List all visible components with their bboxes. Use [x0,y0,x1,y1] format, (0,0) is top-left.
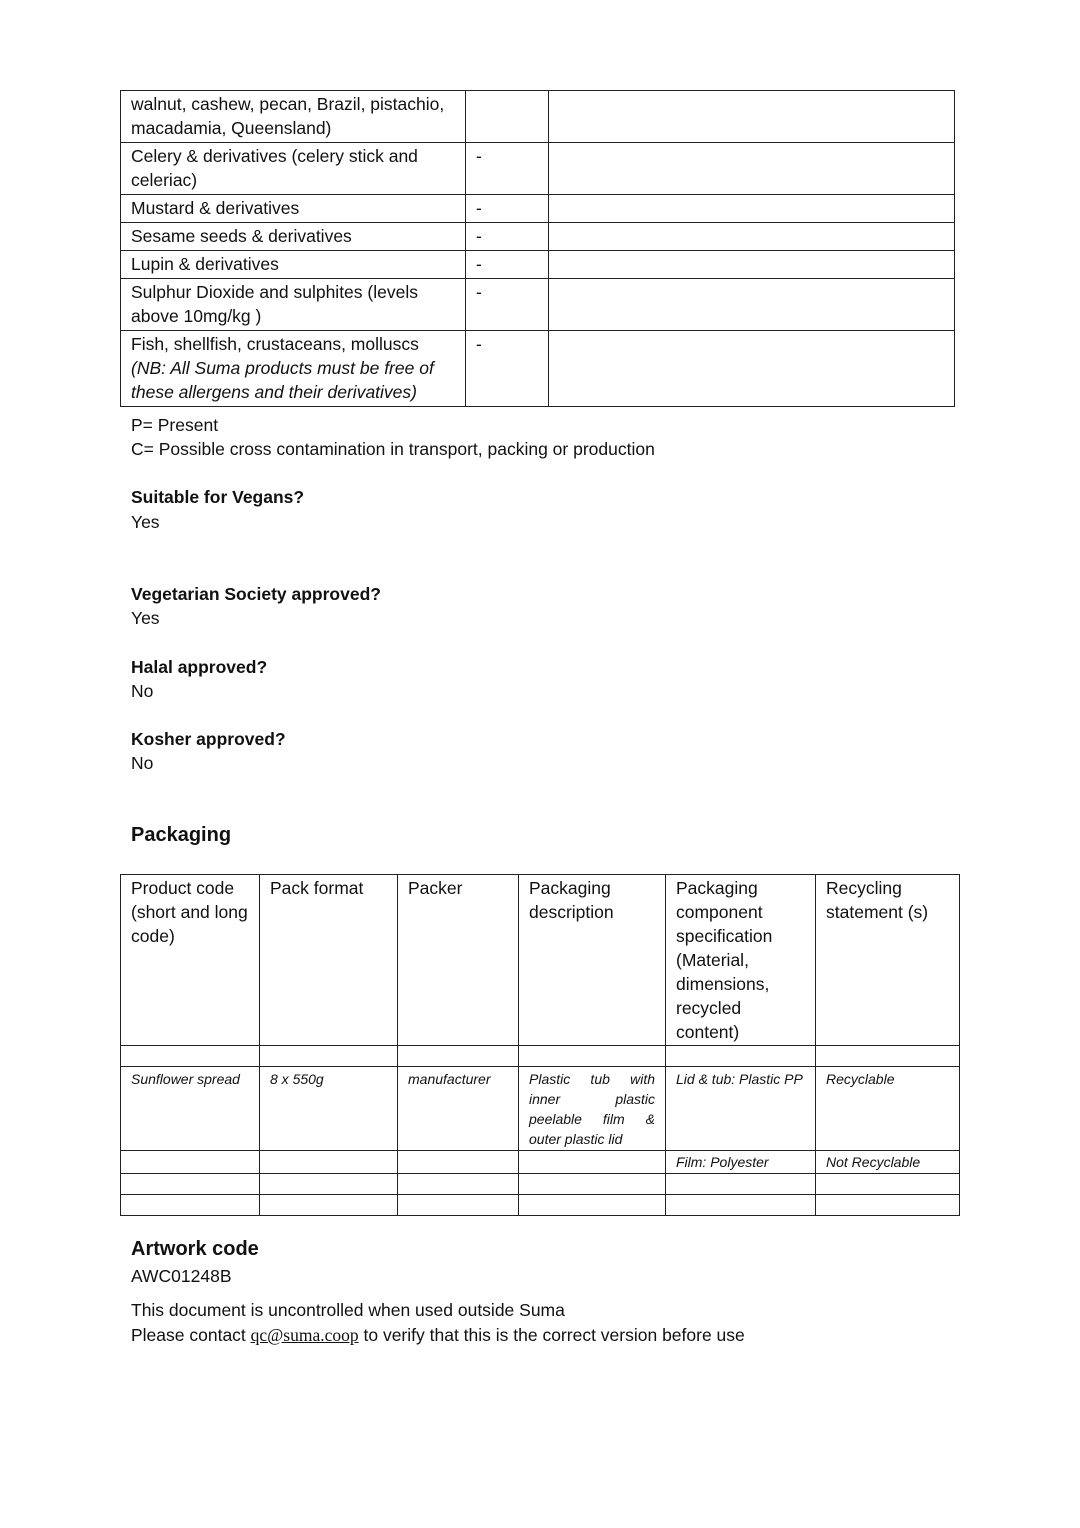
empty-cell [260,1046,398,1067]
packer-cell [398,1151,519,1174]
artwork-code: AWC01248B [131,1266,232,1286]
vegan-answer: Yes [131,512,160,532]
component-spec-cell: Lid & tub: Plastic PP [666,1067,816,1151]
empty-cell [519,1195,666,1216]
contact-suffix: to verify that this is the correct version before use [358,1325,745,1345]
empty-cell [260,1195,398,1216]
empty-cell [121,1195,260,1216]
vegan-question: Suitable for Vegans? [131,487,305,507]
empty-cell [816,1046,960,1067]
packaging-description-cell: Plastic tub with inner plastic peelable film & outer plastic lid [519,1067,666,1151]
empty-cell [666,1174,816,1195]
contact-prefix: Please contact [131,1325,251,1345]
uncontrolled-notice: This document is uncontrolled when used outside Suma [131,1300,565,1320]
table-header-row [121,875,960,1046]
header-packer: Packer [398,875,519,1046]
allergen-note [549,251,955,279]
legend-cross: C= Possible cross contamination in transport, packing or production [131,439,655,459]
packaging-heading: Packaging [131,824,232,846]
header-recycling-statement: Recycling statement (s) [816,875,960,1046]
empty-cell [260,1174,398,1195]
header-packaging-description: Packaging description [519,875,666,1046]
empty-cell [666,1046,816,1067]
allergen-status: - [466,251,549,279]
kosher-answer: No [131,753,154,773]
empty-cell [816,1174,960,1195]
allergen-name: Mustard & derivatives [121,195,466,223]
allergen-status: - [466,331,549,407]
table-row [121,223,955,251]
empty-cell [666,1195,816,1216]
empty-cell [398,1195,519,1216]
artwork-heading: Artwork code [131,1238,259,1260]
allergen-status [466,91,549,143]
packaging-description-cell [519,1151,666,1174]
table-row [121,1174,960,1195]
allergen-name: walnut, cashew, pecan, Brazil, pistachio, macadamia, Queensland) [121,91,466,143]
empty-cell [398,1174,519,1195]
legend-present: P= Present [131,415,219,435]
pack-format-cell: 8 x 550g [260,1067,398,1151]
allergen-note [549,279,955,331]
table-row [121,331,955,407]
empty-cell [519,1174,666,1195]
allergen-status: - [466,279,549,331]
allergen-name: Fish, shellfish, crustaceans, molluscs [131,334,419,354]
vegsoc-question: Vegetarian Society approved? [131,584,381,604]
allergen-free-note: (NB: All Suma products must be free of these allergens and their derivatives) [131,358,434,402]
allergen-name: Lupin & derivatives [121,251,466,279]
halal-answer: No [131,681,154,701]
allergen-note [549,331,955,407]
allergen-note [549,195,955,223]
allergen-note [549,223,955,251]
table-row [121,195,955,223]
vegsoc-answer: Yes [131,608,160,628]
table-row [121,91,955,143]
pack-format-cell [260,1151,398,1174]
allergen-note [549,91,955,143]
table-row [121,251,955,279]
header-component-spec: Packaging component specification (Material, dimensions, recycled content) [666,875,816,1046]
kosher-question: Kosher approved? [131,729,286,749]
table-row [121,1046,960,1067]
packaging-table [120,874,960,1216]
product-code-cell: Sunflower spread [121,1067,260,1151]
table-row [121,1195,960,1216]
allergen-status: - [466,223,549,251]
allergen-note [549,143,955,195]
empty-cell [519,1046,666,1067]
recycling-statement-cell: Not Recyclable [816,1151,960,1174]
allergen-name: Sulphur Dioxide and sulphites (levels above 10mg/kg ) [121,279,466,331]
empty-cell [121,1174,260,1195]
allergen-name: Sesame seeds & derivatives [121,223,466,251]
product-code-cell [121,1151,260,1174]
qc-email-link[interactable]: qc@suma.coop [250,1325,359,1345]
contact-line [131,1323,745,1347]
allergen-name: Celery & derivatives (celery stick and celeriac) [121,143,466,195]
header-product-code: Product code (short and long code) [121,875,260,1046]
empty-cell [121,1046,260,1067]
table-row [121,1067,960,1151]
empty-cell [398,1046,519,1067]
header-pack-format: Pack format [260,875,398,1046]
component-spec-cell: Film: Polyester [666,1151,816,1174]
allergen-name-cell [121,331,466,407]
table-row [121,279,955,331]
allergen-table [120,90,955,407]
halal-question: Halal approved? [131,657,268,677]
packer-cell: manufacturer [398,1067,519,1151]
table-row [121,1151,960,1174]
empty-cell [816,1195,960,1216]
table-row [121,143,955,195]
allergen-status: - [466,195,549,223]
recycling-statement-cell: Recyclable [816,1067,960,1151]
allergen-status: - [466,143,549,195]
